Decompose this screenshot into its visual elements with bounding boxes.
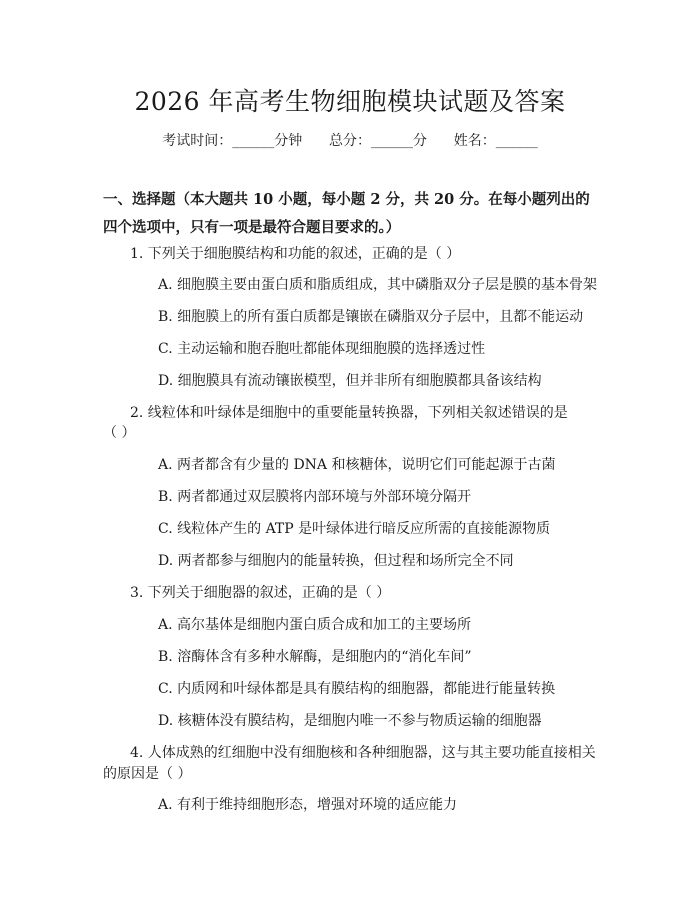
question-3-option-a: A. 高尔基体是细胞内蛋白质合成和加工的主要场所 xyxy=(158,617,472,633)
question-4-stem-continued: 的原因是（ ） xyxy=(103,766,192,782)
question-2-stem: 2. 线粒体和叶绿体是细胞中的重要能量转换器，下列相关叙述错误的是 xyxy=(130,405,568,421)
question-2-option-d: D. 两者都参与细胞内的能量转换，但过程和场所完全不同 xyxy=(158,553,514,569)
exam-info-row: 考试时间：______分钟 总分：______分 姓名：______ xyxy=(162,133,538,149)
question-4-option-a: A. 有利于维持细胞形态，增强对环境的适应能力 xyxy=(158,797,458,813)
question-1-option-a: A. 细胞膜主要由蛋白质和脂质组成，其中磷脂双分子层是膜的基本骨架 xyxy=(158,277,598,293)
question-3-option-d: D. 核糖体没有膜结构，是细胞内唯一不参与物质运输的细胞器 xyxy=(158,713,542,729)
question-3-stem: 3. 下列关于细胞器的叙述，正确的是（ ） xyxy=(130,585,391,601)
question-4-stem: 4. 人体成熟的红细胞中没有细胞核和各种细胞器，这与其主要功能直接相关 xyxy=(130,745,596,761)
page-title: 2026 年高考生物细胞模块试题及答案 xyxy=(134,87,566,116)
question-3-option-c: C. 内质网和叶绿体都是具有膜结构的细胞器，都能进行能量转换 xyxy=(158,681,556,697)
question-2-option-c: C. 线粒体产生的 ATP 是叶绿体进行暗反应所需的直接能源物质 xyxy=(158,521,551,537)
section-heading: 一、选择题（本大题共 10 小题，每小题 2 分，共 20 分。在每小题列出的四个选项中，只有一项是最符合题目要求的。） xyxy=(103,191,590,236)
question-1-option-b: B. 细胞膜上的所有蛋白质都是镶嵌在磷脂双分子层中，且都不能运动 xyxy=(158,309,584,325)
question-1-option-c: C. 主动运输和胞吞胞吐都能体现细胞膜的选择透过性 xyxy=(158,341,486,357)
question-3-option-b: B. 溶酶体含有多种水解酶，是细胞内的“消化车间” xyxy=(158,649,472,665)
question-2-stem-continued: （ ） xyxy=(103,425,136,441)
question-1-option-d: D. 细胞膜具有流动镶嵌模型，但并非所有细胞膜都具备该结构 xyxy=(158,373,542,389)
question-2-option-a: A. 两者都含有少量的 DNA 和核糖体，说明它们可能起源于古菌 xyxy=(158,457,556,473)
question-1-stem: 1. 下列关于细胞膜结构和功能的叙述，正确的是（ ） xyxy=(130,246,461,262)
question-2-option-b: B. 两者都通过双层膜将内部环境与外部环境分隔开 xyxy=(158,489,472,505)
